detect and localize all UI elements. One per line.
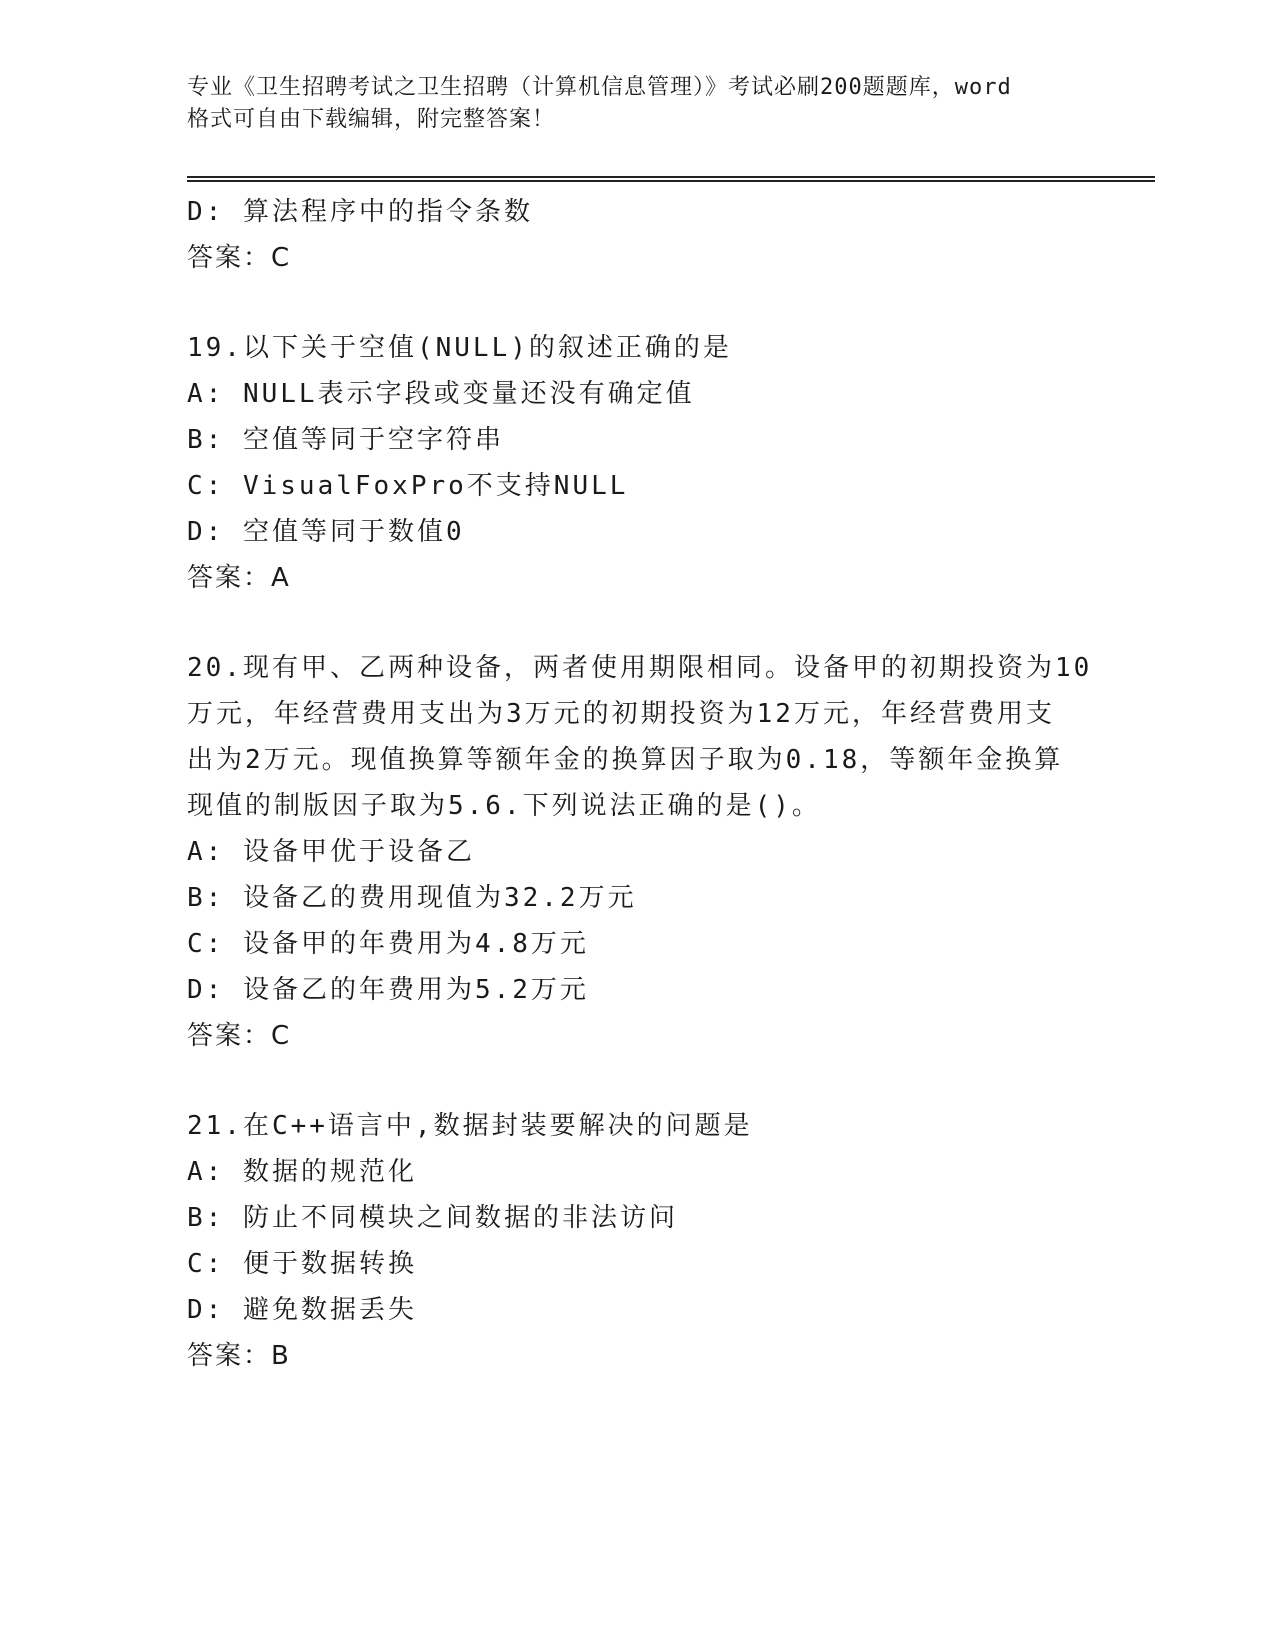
question-20 bbox=[187, 645, 1093, 1059]
question-21 bbox=[187, 1103, 1087, 1379]
option-b: B: 设备乙的费用现值为32.2万元 bbox=[187, 883, 637, 913]
option-a: A: 设备甲优于设备乙 bbox=[187, 837, 475, 867]
answer-line: 答案：C bbox=[187, 243, 292, 273]
option-c: C: 便于数据转换 bbox=[187, 1249, 417, 1279]
option-d: D: 空值等同于数值0 bbox=[187, 517, 465, 547]
option-b: B: 防止不同模块之间数据的非法访问 bbox=[187, 1203, 678, 1233]
question-list bbox=[187, 189, 1093, 1379]
header-line-2: 格式可自由下载编辑，附完整答案！ bbox=[187, 107, 556, 132]
answer-line: 答案：C bbox=[187, 1021, 292, 1051]
question-19 bbox=[187, 325, 1087, 601]
question-stem: 现值的制版因子取为5.6.下列说法正确的是()。 bbox=[187, 791, 821, 821]
document-header bbox=[187, 72, 1087, 136]
option-d: D: 避免数据丢失 bbox=[187, 1295, 417, 1325]
option-c: C: VisualFoxPro不支持NULL bbox=[187, 471, 629, 501]
answer-line: 答案：A bbox=[187, 563, 291, 593]
option-a: A: NULL表示字段或变量还没有确定值 bbox=[187, 379, 695, 409]
prev-question-tail bbox=[187, 189, 1087, 281]
answer-line: 答案：B bbox=[187, 1341, 291, 1371]
header-divider bbox=[187, 176, 1155, 181]
option-b: B: 空值等同于空字符串 bbox=[187, 425, 504, 455]
option-d: D: 设备乙的年费用为5.2万元 bbox=[187, 975, 589, 1005]
header-line-1: 专业《卫生招聘考试之卫生招聘（计算机信息管理）》考试必刷200题题库，word bbox=[187, 75, 1012, 100]
option-c: C: 设备甲的年费用为4.8万元 bbox=[187, 929, 589, 959]
question-stem: 出为2万元。现值换算等额年金的换算因子取为0.18，等额年金换算 bbox=[187, 745, 1064, 775]
question-stem: 万元，年经营费用支出为3万元的初期投资为12万元，年经营费用支 bbox=[187, 699, 1055, 729]
option-a: A: 数据的规范化 bbox=[187, 1157, 417, 1187]
question-stem: 20.现有甲、乙两种设备，两者使用期限相同。设备甲的初期投资为10 bbox=[187, 653, 1093, 683]
option-d: D: 算法程序中的指令条数 bbox=[187, 197, 533, 227]
question-stem: 21.在C++语言中,数据封装要解决的问题是 bbox=[187, 1111, 753, 1141]
question-stem: 19.以下关于空值(NULL)的叙述正确的是 bbox=[187, 333, 732, 363]
